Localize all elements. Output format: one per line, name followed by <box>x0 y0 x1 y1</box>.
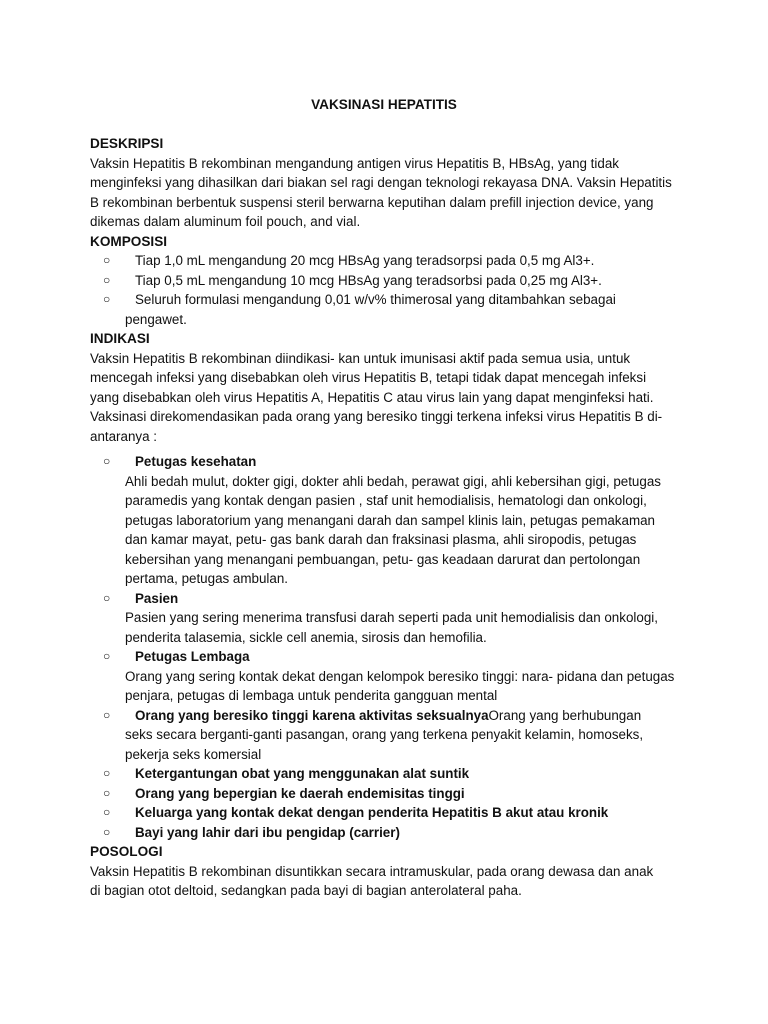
group-description-line: pekerja seks komersial <box>125 746 262 762</box>
indikasi-paragraph <box>90 349 680 447</box>
circle-bullet-icon: ○ <box>103 253 111 267</box>
section-heading-indikasi: INDIKASI <box>90 331 150 346</box>
section-heading-posologi: POSOLOGI <box>90 844 163 859</box>
paragraph-line: Vaksin Hepatitis B rekombinan mengandung antigen virus Hepatitis B, HBsAg, yang tidak <box>90 155 619 171</box>
group-label: Keluarga yang kontak dekat dengan penderita Hepatitis B akut atau kronik <box>135 805 609 820</box>
group-description-line: Pasien yang sering menerima transfusi darah seperti pada unit hemodialisis dan onkologi, <box>125 610 658 625</box>
list-item <box>90 823 680 843</box>
paragraph-line: dikemas dalam aluminum foil pouch, and vial. <box>90 214 361 229</box>
list-item-line: Seluruh formulasi mengandung 0,01 w/v% thimerosal yang ditambahkan sebagai <box>135 292 616 307</box>
document-title: VAKSINASI HEPATITIS <box>311 97 457 112</box>
list-item <box>90 452 680 589</box>
posologi-paragraph <box>90 862 680 901</box>
paragraph-line: di bagian otot deltoid, sedangkan pada bayi di bagian anterolateral paha. <box>90 883 522 898</box>
group-label: Pasien <box>135 590 179 606</box>
paragraph-line: Vaksin Hepatitis B rekombinan disuntikkan secara intramuskular, pada orang dewasa dan anak <box>90 863 654 879</box>
paragraph-line: Vaksin Hepatitis B rekombinan diindikasi- kan untuk imunisasi aktif pada semua usia, untuk <box>90 350 631 366</box>
group-description-line: petugas laboratorium yang menangani darah dan sampel klinis lain, petugas pemakaman <box>125 512 656 528</box>
circle-bullet-icon: ○ <box>103 292 111 306</box>
circle-bullet-icon: ○ <box>103 454 111 468</box>
group-description-line: dan kamar mayat, petu- gas bank darah dan fraksinasi plasma, ahli siropodis, petugas <box>125 532 637 547</box>
list-item <box>90 803 680 823</box>
group-label: Ketergantungan obat yang menggunakan alat suntik <box>135 766 470 781</box>
list-item <box>90 589 680 648</box>
group-description-line: pertama, petugas ambulan. <box>125 571 289 586</box>
list-item <box>90 271 680 291</box>
group-label: Petugas kesehatan <box>135 454 257 469</box>
group-label-continuation: Orang yang berhubungan <box>488 707 642 723</box>
list-item-line <box>135 706 680 726</box>
group-description-line: penderita talasemia, sickle cell anemia, sirosis dan hemofilia. <box>125 629 487 645</box>
deskripsi-paragraph <box>90 154 680 232</box>
list-item <box>90 784 680 804</box>
circle-bullet-icon: ○ <box>103 590 111 605</box>
komposisi-list <box>90 251 680 329</box>
paragraph-line: antaranya : <box>90 428 157 444</box>
group-label: Orang yang beresiko tinggi karena aktivitas seksualnya <box>135 707 489 723</box>
circle-bullet-icon: ○ <box>103 824 111 839</box>
circle-bullet-icon: ○ <box>103 766 111 780</box>
paragraph-line: B rekombinan berbentuk suspensi steril berwarna keputihan dalam prefill injection device, yang <box>90 194 654 210</box>
list-item-line: pengawet. <box>125 311 187 327</box>
list-item <box>90 290 680 329</box>
circle-bullet-icon: ○ <box>103 649 111 663</box>
list-item <box>90 706 680 765</box>
group-description-line: Ahli bedah mulut, dokter gigi, dokter ahli bedah, perawat gigi, ahli kebersihan gigi, petugas <box>125 473 661 489</box>
paragraph-line: menginfeksi yang dihasilkan dari biakan sel ragi dengan teknologi rekayasa DNA. Vaksin Hepatitis <box>90 175 672 190</box>
group-label: Orang yang bepergian ke daerah endemisitas tinggi <box>135 785 465 801</box>
list-item <box>90 251 680 271</box>
list-item <box>90 764 680 784</box>
section-heading-komposisi: KOMPOSISI <box>90 233 168 249</box>
paragraph-line: yang disebabkan oleh virus Hepatitis A, Hepatitis C atau virus lain yang dapat menginfeksi hati. <box>90 389 654 405</box>
list-item-line: Tiap 1,0 mL mengandung 20 mcg HBsAg yang teradsorpsi pada 0,5 mg Al3+. <box>135 253 595 268</box>
paragraph-line: mencegah infeksi yang disebabkan oleh virus Hepatitis B, tetapi tidak dapat mencegah infeksi <box>90 370 647 385</box>
group-description-line: Orang yang sering kontak dekat dengan kelompok beresiko tinggi: nara- pidana dan petugas <box>125 668 675 684</box>
paragraph-line: Vaksinasi direkomendasikan pada orang yang beresiko tinggi terkena infeksi virus Hepatitis B di- <box>90 409 663 424</box>
circle-bullet-icon: ○ <box>103 805 111 819</box>
list-item <box>90 647 680 706</box>
circle-bullet-icon: ○ <box>103 785 111 800</box>
indikasi-list <box>90 452 680 842</box>
group-description-line: kebersihan yang menangani pembuangan, petu- gas keadaan darurat dan pertolongan <box>125 551 641 567</box>
circle-bullet-icon: ○ <box>103 272 111 287</box>
section-heading-deskripsi: DESKRIPSI <box>90 136 164 151</box>
group-description-line: paramedis yang kontak dengan pasien , staf unit hemodialisis, hematologi dan onkologi, <box>125 493 647 508</box>
list-item-line: Tiap 0,5 mL mengandung 10 mcg HBsAg yang teradsorbsi pada 0,25 mg Al3+. <box>135 272 602 288</box>
document-body <box>90 134 680 901</box>
group-label: Petugas Lembaga <box>135 649 250 664</box>
group-label: Bayi yang lahir dari ibu pengidap (carrier) <box>135 824 400 840</box>
circle-bullet-icon: ○ <box>103 707 111 722</box>
group-description-line: penjara, petugas di lembaga untuk penderita gangguan mental <box>125 688 498 703</box>
group-description-line: seks secara berganti-ganti pasangan, orang yang terkena penyakit kelamin, homoseks, <box>125 727 644 742</box>
